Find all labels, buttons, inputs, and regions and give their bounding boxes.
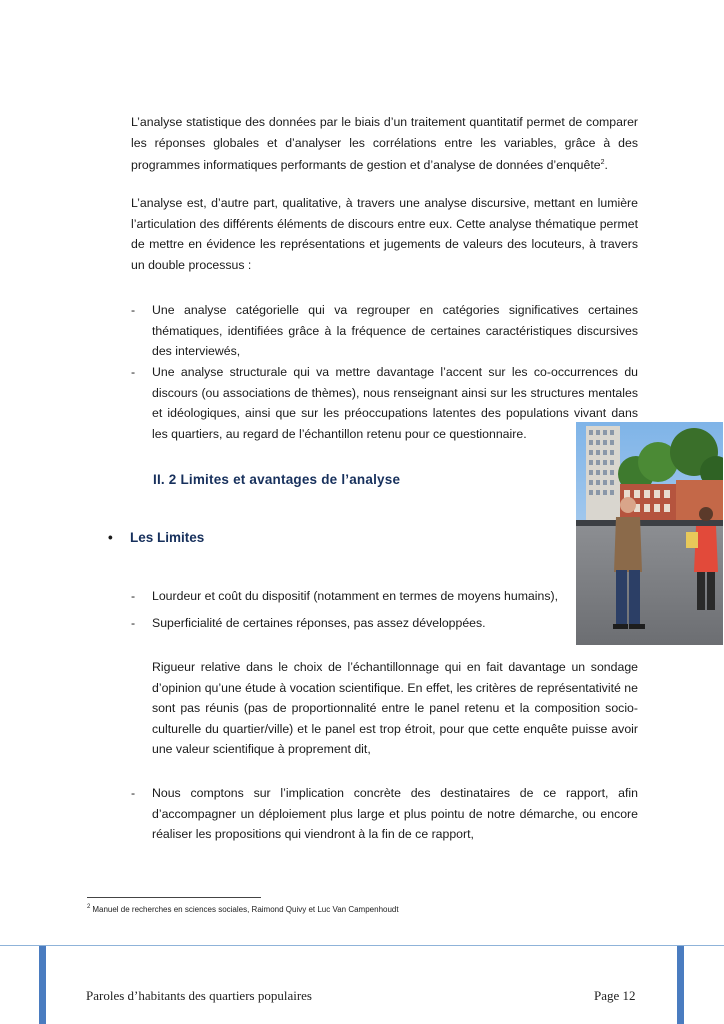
dash-marker: -: [131, 365, 136, 379]
dash-marker: -: [131, 616, 136, 630]
list-item-text: Lourdeur et coût du dispositif (notamment en termes de moyens humains),: [152, 589, 559, 603]
bullet-dot: •: [108, 530, 113, 545]
list-item-text: Superficialité de certaines réponses, pas assez développées.: [152, 616, 486, 630]
footer-accent-bar-left: [39, 946, 46, 1024]
footnote-number: 2: [87, 904, 91, 910]
footnote-text: Manuel de recherches en sciences sociales, Raimond Quivy et Luc Van Campenhoudt: [92, 905, 399, 914]
list-item-text: Une analyse structurale qui va mettre davantage l’accent sur les co-occurrences du discours (ou associations de thèmes), nous renseignant ainsi sur les structures mentales et idéologiques, ainsi que sur les préoccupations latentes des populations vivant dans les quartiers, au regard de l’échantillon retenu pour ce questionnaire.: [152, 365, 638, 441]
list-item: [131, 362, 638, 444]
paragraph-text: L’analyse statistique des données par le biais d’un traitement quantitatif permet de comparer les réponses globales et d’analyser les corrélations entre les variables, grâce à des programmes informatiques performants de gestion et d’analyse de données d’enquête: [131, 115, 638, 172]
paragraph-end: .: [604, 158, 608, 172]
list-item: [131, 783, 638, 845]
footnote: [87, 904, 399, 914]
section-heading: II. 2 Limites et avantages de l’analyse: [153, 472, 401, 487]
footer-accent-bar-right: [677, 946, 684, 1024]
footer-title: Paroles d’habitants des quartiers populaires: [86, 988, 312, 1003]
paragraph-qualitative-analysis: L’analyse est, d’autre part, qualitative, à travers une analyse discursive, mettant en lumière l’articulation des différents éléments de discours entre eux. Cette analyse thématique permet de mettre en évidence les représentations et jugements de valeurs des locuteurs, à travers un double processus :: [131, 196, 638, 272]
footnote-separator: [87, 897, 261, 898]
list-item: [131, 613, 571, 634]
dash-marker: -: [131, 303, 136, 317]
dash-marker: -: [131, 589, 136, 603]
list-item-text: Nous comptons sur l’implication concrète des destinataires de ce rapport, afin d’accompagner un déploiement plus large et plus pointu de notre démarche, ou encore réaliser les propositions qui viendront à la fin de ce rapport,: [152, 786, 638, 841]
paragraph-statistical-analysis: [131, 112, 638, 176]
footnote-reference[interactable]: 2: [600, 159, 605, 166]
subsection-title: Les Limites: [130, 530, 205, 545]
page-number: Page 12: [594, 988, 636, 1003]
list-item: [131, 586, 571, 607]
footer-divider: [0, 945, 724, 946]
list-item-text: Une analyse catégorielle qui va regrouper en catégories significatives certaines thématiques, identifiées grâce à la fréquence de certaines caractéristiques discursives des interviewés,: [152, 303, 638, 358]
street-photo: [576, 422, 723, 645]
paragraph-sampling: Rigueur relative dans le choix de l’échantillonnage qui en fait davantage un sondage d’opinion qu’une étude à vocation scientifique. En effet, les critères de représentativité ne sont pas réunis (pas de proportionnalité entre le panel retenu et la composition socio-culturelle du quartier/ville) et le panel est trop étroit, pour que cette enquête puisse avoir une valeur scientifique à proprement dit,: [152, 660, 638, 756]
subsection-heading: [108, 530, 204, 545]
dash-marker: -: [131, 786, 136, 800]
list-item: [131, 300, 638, 362]
